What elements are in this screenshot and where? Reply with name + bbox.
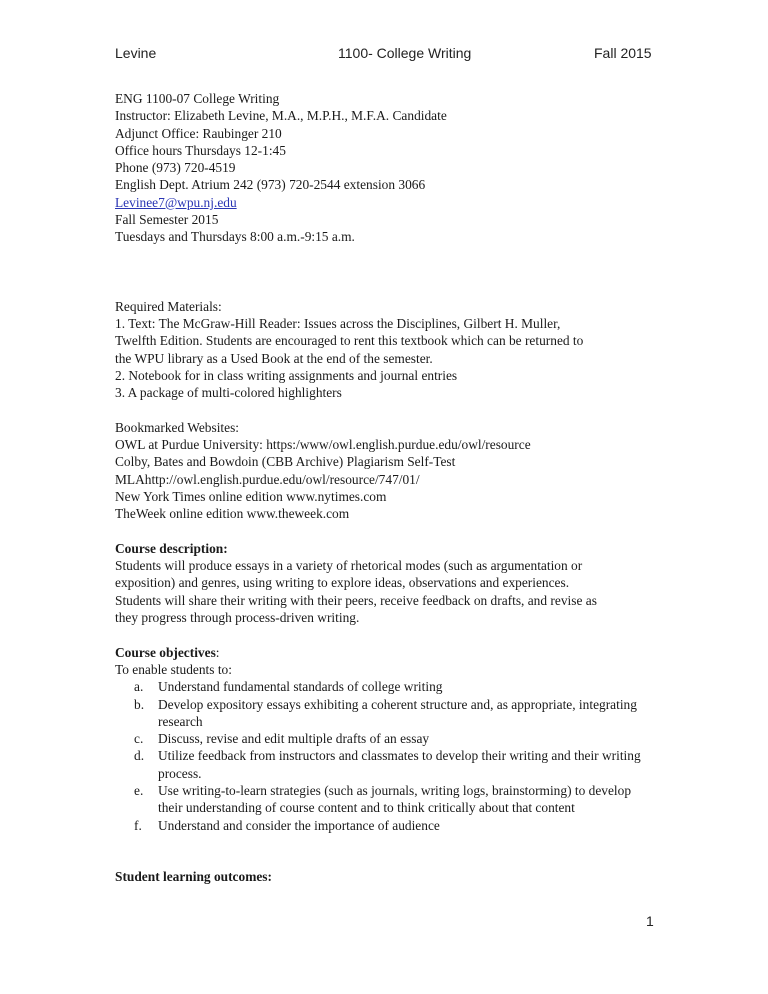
list-marker: a. <box>134 679 144 695</box>
objectives-list <box>115 678 660 834</box>
website-line: TheWeek online edition www.theweek.com <box>115 506 350 522</box>
list-marker: f. <box>134 817 142 833</box>
list-item <box>115 678 660 695</box>
websites-section <box>115 419 660 523</box>
website-line: OWL at Purdue University: https:/www/owl.english.purdue.edu/owl/resource <box>115 437 531 453</box>
description-line: Students will share their writing with their peers, receive feedback on drafts, and revise as <box>115 592 597 608</box>
objectives-heading: Course objectives <box>115 644 216 660</box>
list-item <box>115 782 660 817</box>
info-line: Fall Semester 2015 <box>115 212 219 228</box>
info-line: Instructor: Elizabeth Levine, M.A., M.P.H., M.F.A. Candidate <box>115 108 447 124</box>
list-item-text: Understand and consider the importance of audience <box>158 817 440 833</box>
description-line: they progress through process-driven writing. <box>115 610 360 626</box>
list-marker: d. <box>134 748 145 764</box>
website-line: New York Times online edition www.nytimes.com <box>115 488 387 504</box>
materials-line: 1. Text: The McGraw-Hill Reader: Issues across the Disciplines, Gilbert H. Muller, <box>115 315 561 331</box>
materials-section <box>115 298 660 402</box>
list-item <box>115 747 660 782</box>
objectives-section <box>115 644 660 834</box>
materials-heading: Required Materials: <box>115 298 222 314</box>
info-line: Adjunct Office: Raubinger 210 <box>115 125 282 141</box>
email-link[interactable]: Levinee7@wpu.nj.edu <box>115 194 237 210</box>
list-item-text: Utilize feedback from instructors and classmates to develop their writing and their writing process. <box>158 748 641 781</box>
objectives-heading-colon: : <box>215 644 220 660</box>
description-line: Students will produce essays in a variety of rhetorical modes (such as argumentation or <box>115 558 583 574</box>
website-line: MLAhttp://owl.english.purdue.edu/owl/resource/747/01/ <box>115 471 420 487</box>
header-term: Fall 2015 <box>594 45 652 61</box>
info-line: English Dept. Atrium 242 (973) 720-2544 extension 3066 <box>115 177 426 193</box>
list-marker: b. <box>134 696 145 712</box>
list-item <box>115 817 660 834</box>
header-author: Levine <box>115 45 157 61</box>
document-body <box>115 90 660 886</box>
info-line: ENG 1100-07 College Writing <box>115 91 280 106</box>
list-marker: c. <box>134 731 144 747</box>
list-item-text: Understand fundamental standards of college writing <box>158 679 443 695</box>
list-item-text: Use writing-to-learn strategies (such as journals, writing logs, brainstorming) to develop their understanding of course content and to think critically about that content <box>158 782 632 816</box>
info-block <box>115 90 660 246</box>
list-item <box>115 730 660 747</box>
info-line: Phone (973) 720-4519 <box>115 160 236 176</box>
header-course: 1100- College Writing <box>338 45 472 61</box>
info-line: Tuesdays and Thursdays 8:00 a.m.-9:15 a.m. <box>115 229 355 245</box>
website-line: Colby, Bates and Bowdoin (CBB Archive) Plagiarism Self-Test <box>115 454 456 470</box>
description-section <box>115 540 660 626</box>
materials-line: 3. A package of multi-colored highlighters <box>115 385 342 401</box>
list-item-text: Discuss, revise and edit multiple drafts of an essay <box>158 731 430 747</box>
materials-line: the WPU library as a Used Book at the end of the semester. <box>115 350 433 366</box>
outcomes-heading: Student learning outcomes: <box>115 869 272 885</box>
description-line: exposition) and genres, using writing to explore ideas, observations and experiences. <box>115 575 570 591</box>
objectives-intro: To enable students to: <box>115 661 232 677</box>
list-item <box>115 696 660 731</box>
description-heading: Course description: <box>115 540 228 556</box>
page-number: 1 <box>646 913 654 929</box>
list-item-text: Develop expository essays exhibiting a coherent structure and, as appropriate, integrating research <box>158 696 637 729</box>
info-line: Office hours Thursdays 12-1:45 <box>115 142 286 158</box>
materials-line: Twelfth Edition. Students are encouraged to rent this textbook which can be returned to <box>115 333 584 349</box>
list-marker: e. <box>134 782 144 798</box>
materials-line: 2. Notebook for in class writing assignments and journal entries <box>115 367 458 383</box>
websites-heading: Bookmarked Websites: <box>115 419 240 435</box>
